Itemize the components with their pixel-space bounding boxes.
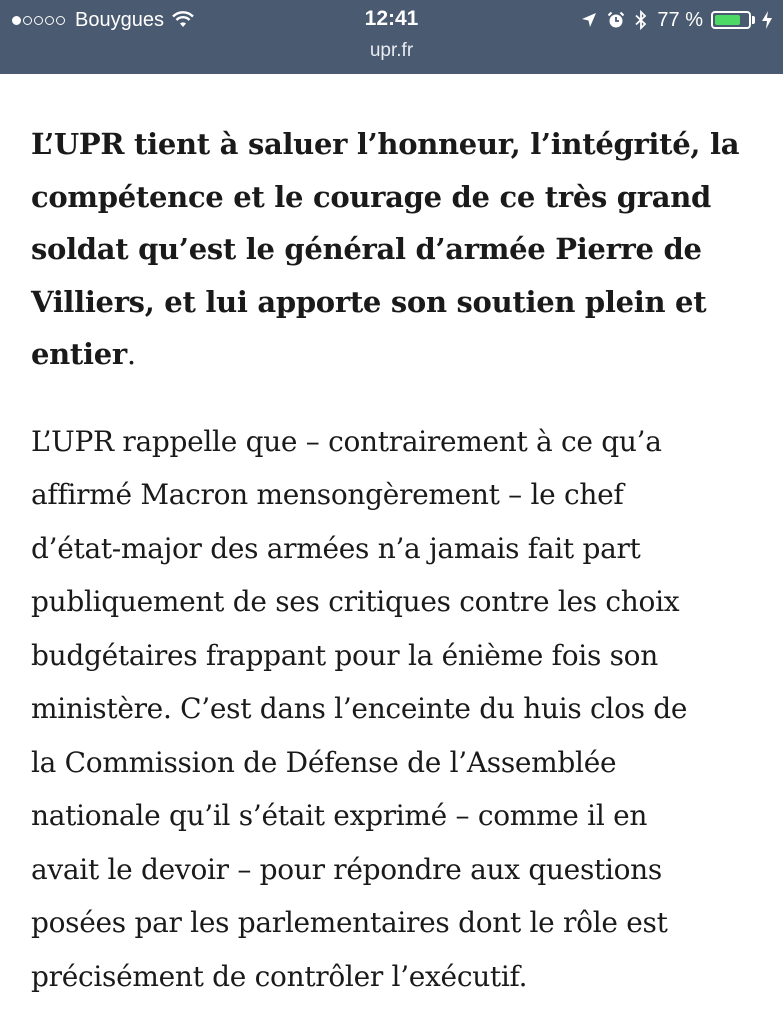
text-line: la Commission de Défense de l’Assemblée bbox=[31, 745, 617, 779]
period: . bbox=[126, 337, 136, 371]
text-line: d’état-major des armées n’a jamais fait part bbox=[31, 531, 641, 565]
battery-icon bbox=[711, 11, 751, 29]
battery-tip bbox=[752, 16, 755, 24]
text-line: publiquement de ses critiques contre les choix bbox=[31, 585, 680, 618]
text-line-last bbox=[31, 328, 751, 381]
status-time: 12:41 bbox=[364, 7, 419, 30]
text-line: compétence et le courage de ce très grand bbox=[31, 179, 712, 214]
text-line: nationale qu’il s’était exprimé – comme il en bbox=[31, 799, 648, 832]
status-right bbox=[571, 8, 773, 32]
status-bar bbox=[0, 0, 783, 38]
body-paragraph bbox=[31, 415, 751, 1004]
text-line: posées par les parlementaires dont le rôle est bbox=[31, 906, 668, 939]
text-line: avait le devoir – pour répondre aux questions bbox=[31, 852, 662, 886]
bold-paragraph bbox=[31, 118, 751, 381]
text-line: ministère. C’est dans l’enceinte du huis clos de bbox=[31, 692, 688, 725]
text-line: budgétaires frappant pour la énième fois son bbox=[31, 638, 658, 672]
article-content bbox=[31, 118, 751, 1003]
text-line: soldat qu’est le général d’armée Pierre de bbox=[31, 232, 702, 266]
bluetooth-icon bbox=[635, 10, 647, 30]
text-line: affirmé Macron mensongèrement – le chef bbox=[31, 478, 624, 511]
location-arrow-icon bbox=[581, 12, 597, 28]
battery-level-fill bbox=[715, 15, 740, 25]
carrier-name: Bouygues bbox=[75, 8, 164, 31]
alarm-clock-icon bbox=[607, 11, 625, 29]
url-address-bar[interactable]: upr.fr bbox=[369, 40, 414, 61]
text-line: précisément de contrôler l’exécutif. bbox=[31, 959, 528, 993]
text-line: Villiers, et lui apporte son soutien plein et bbox=[31, 284, 707, 319]
text-line: L’UPR tient à saluer l’honneur, l’intégrité, la bbox=[31, 127, 740, 161]
battery-percent: 77 % bbox=[657, 8, 703, 31]
bold-word: entier bbox=[31, 337, 127, 371]
text-line: L’UPR rappelle que – contrairement à ce qu’a bbox=[31, 424, 662, 458]
browser-top-bar bbox=[0, 0, 783, 74]
charging-bolt-icon bbox=[761, 10, 773, 30]
